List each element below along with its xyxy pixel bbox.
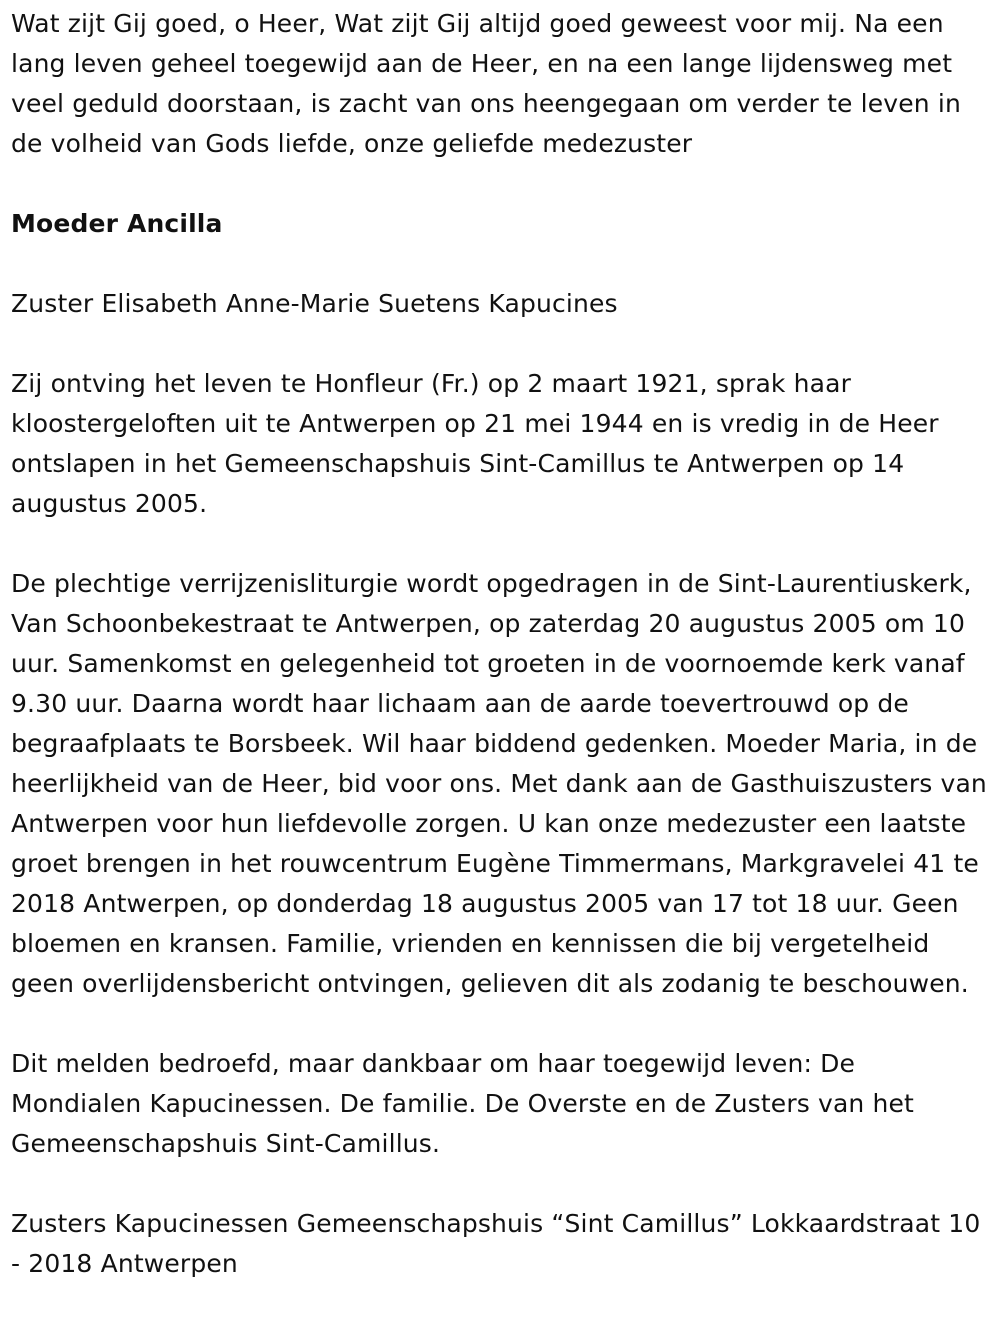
address-paragraph: Zusters Kapucinessen Gemeenschapshuis “Sint Camillus” Lokkaardstraat 10 - 2018 Antwerpen (11, 1209, 981, 1278)
life-details-paragraph: Zij ontving het leven te Honfleur (Fr.) op 2 maart 1921, sprak haar kloostergeloften uit te Antwerpen op 21 mei 1944 en is vredig in de Heer ontslapen in het Gemeenschapshuis Sint-Camillus te Antwerpen op 14 augustus 2005. (11, 369, 939, 518)
announcement-paragraph: Dit melden bedroefd, maar dankbaar om haar toegewijd leven: De Mondialen Kapucinessen. De familie. De Overste en de Zusters van het Gemeenschapshuis Sint-Camillus. (11, 1049, 914, 1158)
deceased-name: Moeder Ancilla (11, 209, 223, 238)
obituary-document (11, 4, 991, 1284)
full-name: Zuster Elisabeth Anne-Marie Suetens Kapucines (11, 289, 618, 318)
intro-paragraph: Wat zijt Gij goed, o Heer, Wat zijt Gij altijd goed geweest voor mij. Na een lang leven geheel toegewijd aan de Heer, en na een lange lijdensweg met veel geduld doorstaan, is zacht van ons heengegaan om verder te leven in de volheid van Gods liefde, onze geliefde medezuster (11, 9, 961, 158)
ceremony-details-paragraph: De plechtige verrijzenisliturgie wordt opgedragen in de Sint-Laurentiuskerk, Van Schoonbekestraat te Antwerpen, op zaterdag 20 augustus 2005 om 10 uur. Samenkomst en gelegenheid tot groeten in de voornoemde kerk vanaf 9.30 uur. Daarna wordt haar lichaam aan de aarde toevertrouwd op de begraafplaats te Borsbeek. Wil haar biddend gedenken. Moeder Maria, in de heerlijkheid van de Heer, bid voor ons. Met dank aan de Gasthuiszusters van Antwerpen voor hun liefdevolle zorgen. U kan onze medezuster een laatste groet brengen in het rouwcentrum Eugène Timmermans, Markgravelei 41 te 2018 Antwerpen, op donderdag 18 augustus 2005 van 17 tot 18 uur. Geen bloemen en kransen. Familie, vrienden en kennissen die bij vergetelheid geen overlijdensbericht ontvingen, gelieven dit als zodanig te beschouwen. (11, 569, 987, 998)
